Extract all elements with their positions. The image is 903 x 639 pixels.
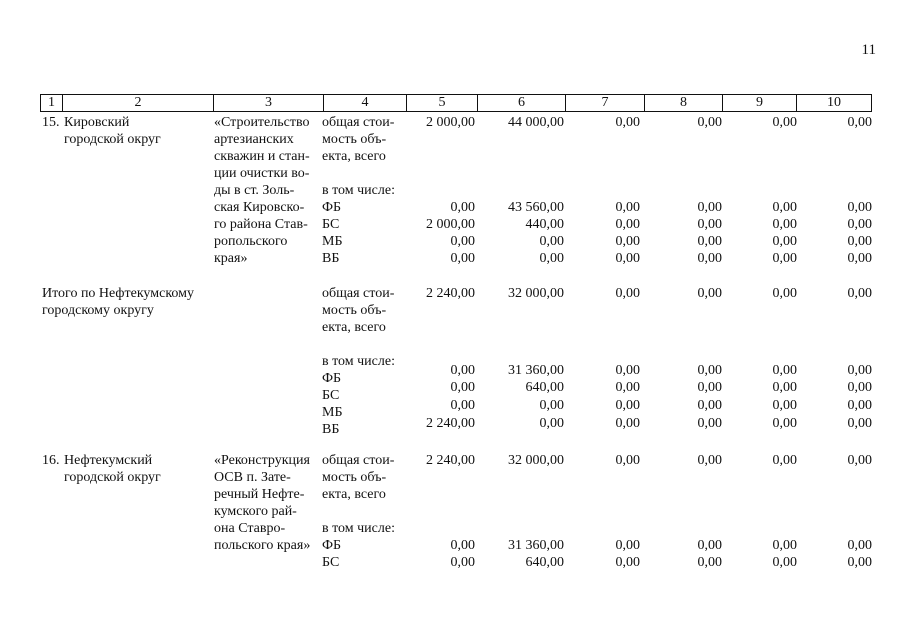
header-col-8: 8 xyxy=(645,95,723,111)
cost-description: общая стои- мость объ- екта, всего в том числе: ФБ БС МБ ВБ xyxy=(322,286,395,437)
region-name: Нефтекумский городской округ xyxy=(64,453,161,485)
object-name: «Реконструкция ОСВ п. Зате- речный Нефте- кумского рай- она Ставро- польского края» xyxy=(214,453,311,553)
cost-description: общая стои- мость объ- екта, всего в том числе: ФБ БС МБ ВБ xyxy=(322,115,395,266)
page-number: 11 xyxy=(861,42,876,58)
row-number: 16. xyxy=(42,453,60,468)
header-col-9: 9 xyxy=(723,95,797,111)
object-name: «Строительство артезианских скважин и стан- ции очистки во- ды в ст. Золь- ская Кировско- го района Став- ропольского края» xyxy=(214,115,310,266)
subtotal-label: Итого по Нефтекумскому городскому округу xyxy=(42,286,195,318)
header-col-6: 6 xyxy=(478,95,566,111)
header-col-4: 4 xyxy=(324,95,407,111)
header-col-5: 5 xyxy=(407,95,478,111)
cost-description: общая стои- мость объ- екта, всего в том числе: ФБ БС xyxy=(322,453,395,570)
header-col-7: 7 xyxy=(566,95,645,111)
header-col-3: 3 xyxy=(214,95,324,111)
header-col-10: 10 xyxy=(827,95,841,110)
table-header xyxy=(40,94,872,112)
region-name: Кировский городской округ xyxy=(64,115,161,147)
header-col-2: 2 xyxy=(63,95,214,111)
header-col-1: 1 xyxy=(41,95,63,111)
row-number: 15. xyxy=(42,115,60,130)
